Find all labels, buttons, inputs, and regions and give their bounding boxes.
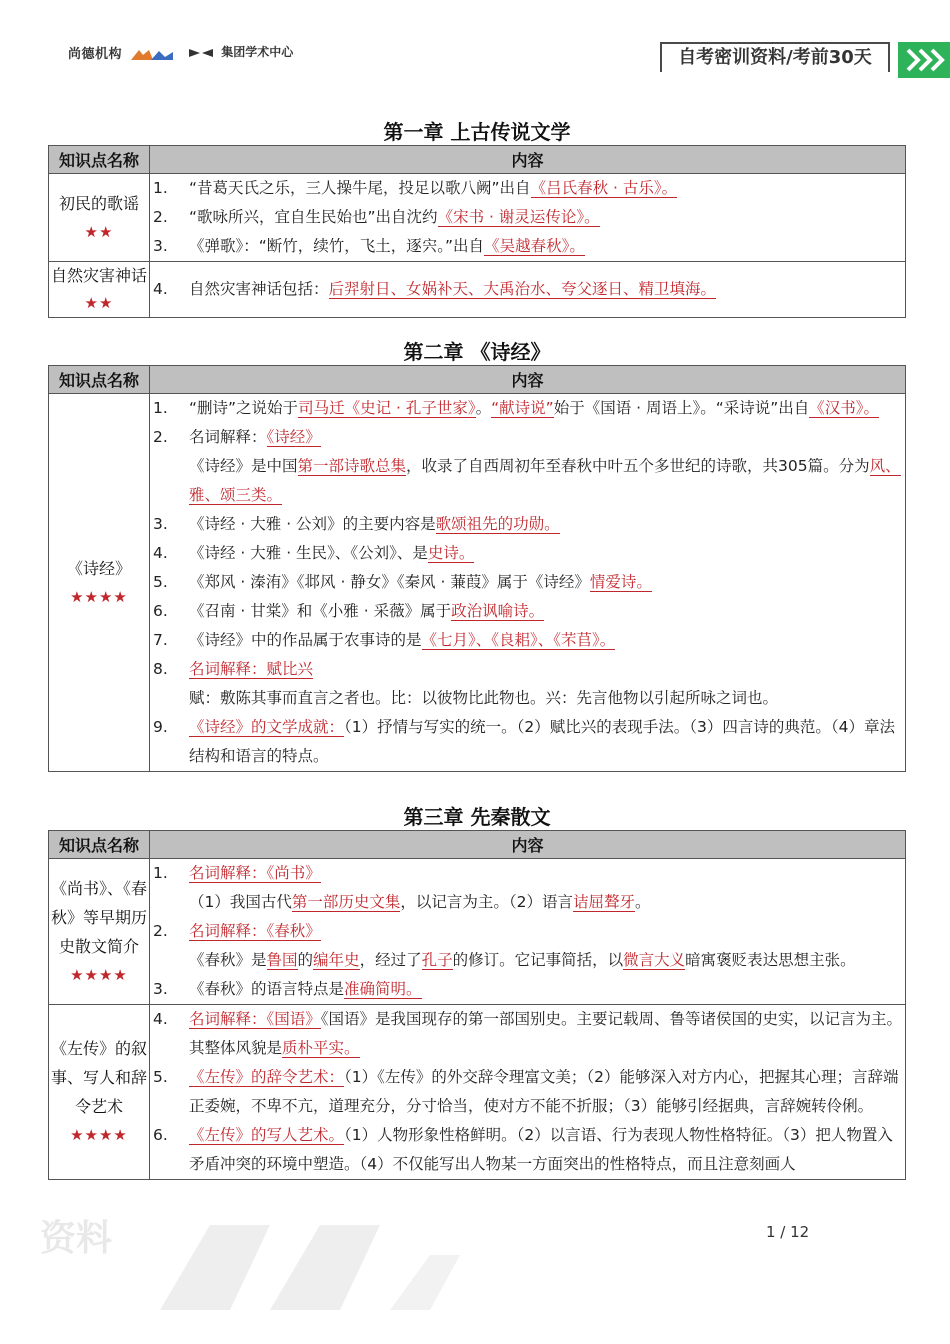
text-segment: 《诗经》是中国 <box>189 457 298 475</box>
academic-center-logo <box>188 43 293 60</box>
list-item <box>150 917 905 975</box>
text-segment: 《诗经 · 大雅 · 生民》、《公刘》、是 <box>189 544 428 562</box>
text-segment: 。 <box>475 399 492 417</box>
key-point: 风、雅、颂 <box>189 457 901 504</box>
key-point: 司马迁《史记 · 孔子世家》 <box>298 399 476 417</box>
watermark-text: 资料 <box>40 1218 113 1259</box>
key-point: 名词解释：《春秋》 <box>189 922 321 940</box>
item-text <box>189 713 905 771</box>
text-segment: 《春秋》的语言特点是 <box>189 980 345 998</box>
importance-stars: ★★ <box>84 294 114 312</box>
list-item <box>150 1121 905 1179</box>
item-text <box>189 1063 905 1121</box>
key-point: 歌颂祖先的功勋。 <box>435 515 560 533</box>
key-point: 第一部诗歌总集 <box>297 457 407 475</box>
item-number: 2. <box>153 428 168 446</box>
text-segment: ，以记言为主。（2）语言 <box>400 893 574 911</box>
table-row <box>49 262 906 318</box>
list-item <box>150 394 905 423</box>
text-segment: ，经过了 <box>359 951 422 969</box>
topic-name: 《诗经》 <box>66 558 131 578</box>
text-segment: 《郑风 · 溱洧》《邶风 · 静女》《秦风 · 蒹葭》属于《诗经》 <box>189 573 590 591</box>
item-number: 5. <box>153 1068 168 1086</box>
item-number: 8. <box>153 660 168 678</box>
list-item <box>150 597 905 626</box>
page-header <box>0 0 950 95</box>
item-number: 5. <box>153 573 168 591</box>
item-text <box>189 917 905 975</box>
content-cell <box>150 859 906 1005</box>
topic-cell <box>49 262 150 318</box>
brand-logo-icon <box>129 49 175 61</box>
item-text <box>189 1005 905 1063</box>
chapter-title: 第三章 先秦散文 <box>403 805 551 829</box>
list-item <box>150 568 905 597</box>
col-header-content: 内容 <box>150 366 906 394</box>
item-number: 9. <box>153 718 168 736</box>
item-text <box>189 597 905 626</box>
item-number: 4. <box>153 544 168 562</box>
table-header-row <box>49 831 906 859</box>
chapter-title: 第一章 上古传说文学 <box>383 120 571 144</box>
text-segment: 暗寓褒贬表达思想主张。 <box>685 951 856 969</box>
key-point: 情爱诗。 <box>589 573 652 591</box>
item-text <box>189 975 905 1004</box>
list-item <box>150 510 905 539</box>
banner-arrows-icon <box>898 42 950 78</box>
col-header-name: 知识点名称 <box>49 831 150 859</box>
key-point: 《诗经》的文学成就： <box>189 718 345 736</box>
text-segment: （1）《左传》的外交辞令理富文美；（2）能够深入对方内心，把握其心理；言辞端正委婉，不卑不亢，道理充分，分寸恰当，使对方不能不折服；（3）能够引经据典，言辞婉转伶俐。 <box>189 1068 899 1115</box>
table-header-row <box>49 146 906 174</box>
importance-stars: ★★★★ <box>70 965 128 984</box>
item-number: 2. <box>153 208 168 226</box>
list-item <box>150 713 905 771</box>
topic-name: 《尚书》、《春秋》等早期历史散文简介 <box>50 878 147 956</box>
text-segment: “歌咏所兴，宜自生民始也”出自沈约 <box>189 208 438 226</box>
text-segment: 。 <box>635 893 651 911</box>
content-cell <box>150 1005 906 1180</box>
key-point: 准确简明。 <box>344 980 422 998</box>
key-point: 诘屈聱牙 <box>573 893 636 911</box>
topic-name: 《左传》的叙事、写人和辞令艺术 <box>50 1039 147 1116</box>
text-segment: 的 <box>297 951 314 969</box>
table-row <box>49 859 906 1005</box>
key-point: 《吴越春秋》。 <box>484 237 585 255</box>
item-text <box>189 510 905 539</box>
text-segment: 始于《国语 · 周语上》。“采诗说”出自 <box>553 399 810 417</box>
item-number: 1. <box>153 399 168 417</box>
topic-name: 自然灾害神话 <box>50 266 147 285</box>
item-number: 6. <box>153 602 168 620</box>
text-segment: 的修订。它记事简括，以 <box>452 951 624 969</box>
topic-cell <box>49 859 150 1005</box>
item-text <box>189 275 905 304</box>
topic-name: 初民的歌谣 <box>58 193 139 213</box>
text-segment: ，收录了自西周初年至春秋中叶五个多世纪的诗歌，共305篇。分为 <box>406 457 870 475</box>
key-point: 鲁国 <box>266 951 298 969</box>
content-cell <box>150 394 906 772</box>
key-point: 微言大义 <box>623 951 686 969</box>
col-header-content: 内容 <box>150 146 906 174</box>
table-row <box>49 1005 906 1180</box>
text-segment: 赋：敷陈其事而直言之者也。比：以彼物比此物也。兴：先言他物以引起所咏之词也。 <box>189 689 779 707</box>
wings-icon <box>188 47 214 59</box>
col-header-name: 知识点名称 <box>49 146 150 174</box>
content-cell <box>150 262 906 318</box>
text-segment: “昔葛天氏之乐，三人操牛尾，投足以歌八阙”出自 <box>189 179 531 197</box>
watermark-shape <box>100 1215 520 1315</box>
exam-banner: 自考密训资料/考前30天 <box>660 42 890 72</box>
item-number: 3. <box>153 515 168 533</box>
item-number: 7. <box>153 631 168 649</box>
key-point: 三类。 <box>235 486 283 504</box>
importance-stars: ★★★★ <box>70 587 128 606</box>
item-number: 3. <box>153 980 168 998</box>
list-item <box>150 626 905 655</box>
item-text <box>189 626 905 655</box>
knowledge-table <box>48 365 906 772</box>
list-item <box>150 203 905 232</box>
item-number: 4. <box>153 1010 168 1028</box>
list-item <box>150 539 905 568</box>
knowledge-table <box>48 145 906 318</box>
text-segment: （1）人物形象性格鲜明。（2）以言语、行为表现人物性格特征。（3）把人物置入矛盾冲突的环境中塑造。（4）不仅能写出人物某一方面突出的性格特点，而且注意刻画人 <box>189 1126 893 1173</box>
topic-cell <box>49 174 150 262</box>
importance-stars: ★★★★ <box>70 1126 128 1144</box>
key-point: “献诗说” <box>491 399 554 417</box>
knowledge-table <box>48 830 906 1180</box>
text-segment: 《诗经》中的作品属于农事诗的是 <box>189 631 422 649</box>
col-header-content: 内容 <box>150 831 906 859</box>
list-item <box>150 975 905 1004</box>
brand-logo-text: 尚德机构 <box>68 47 123 62</box>
key-point: 第一部历史文集 <box>291 893 401 911</box>
text-segment: 名词解释： <box>189 428 267 446</box>
item-number: 3. <box>153 237 168 255</box>
text-segment: 《诗经 · 大雅 · 公刘》的主要内容是 <box>189 515 436 533</box>
key-point: 后羿射日、女娲补天、大禹治水、夸父逐日、精卫填海。 <box>328 280 717 298</box>
text-segment: （1）抒情与写实的统一。（2）赋比兴的表现手法。（3）四言诗的典范。（4）章法结构和语言的特点。 <box>189 718 895 765</box>
topic-cell <box>49 1005 150 1180</box>
item-text <box>189 1121 905 1179</box>
item-number: 6. <box>153 1126 168 1144</box>
key-point: 名词解释：《尚书》 <box>189 864 321 882</box>
key-point: 名词解释：《国语》 <box>189 1010 321 1028</box>
key-point: 《汉书》。 <box>809 399 880 417</box>
content-cell <box>150 174 906 262</box>
list-item <box>150 232 905 261</box>
item-text <box>189 655 905 713</box>
key-point: 《诗经》 <box>266 428 321 446</box>
col-header-name: 知识点名称 <box>49 366 150 394</box>
key-point: 《左传》的辞令艺术： <box>189 1068 345 1086</box>
page-number: 1 / 12 <box>766 1223 810 1241</box>
list-item <box>150 174 905 203</box>
key-point: 《七月》、《良耜》、《芣苢》。 <box>421 631 616 649</box>
item-text <box>189 394 905 423</box>
key-point: 质朴平实。 <box>282 1039 360 1057</box>
text-segment: 《国语》是我国现存的第一部国别史。主要记载周、鲁等诸侯国的史实，以记言为主。其整体风貌是 <box>189 1010 903 1057</box>
text-segment: 《弹歌》：“断竹，续竹，飞土，逐宍。”出自 <box>189 237 485 255</box>
list-item <box>150 423 905 510</box>
item-text <box>189 539 905 568</box>
table-row <box>49 394 906 772</box>
text-segment: 《召南 · 甘棠》和《小雅 · 采薇》属于 <box>189 602 452 620</box>
key-point: 史诗。 <box>427 544 475 562</box>
brand-logo <box>68 43 175 62</box>
list-item <box>150 1005 905 1063</box>
item-text <box>189 174 905 203</box>
item-number: 1. <box>153 179 168 197</box>
item-number: 4. <box>153 280 168 298</box>
text-segment: 自然灾害神话包括： <box>189 280 329 298</box>
item-number: 1. <box>153 864 168 882</box>
key-point: 政治讽喻诗。 <box>451 602 545 620</box>
importance-stars: ★★ <box>84 222 114 241</box>
item-text <box>189 232 905 261</box>
table-row <box>49 174 906 262</box>
item-text <box>189 423 905 510</box>
text-segment: 《春秋》是 <box>189 951 267 969</box>
key-point: 孔子 <box>421 951 453 969</box>
key-point: 《宋书 · 谢灵运传论》。 <box>437 208 600 226</box>
list-item <box>150 275 905 304</box>
topic-cell <box>49 394 150 772</box>
table-header-row <box>49 366 906 394</box>
key-point: 《左传》的写人艺术。 <box>189 1126 345 1144</box>
list-item <box>150 1063 905 1121</box>
list-item <box>150 859 905 917</box>
key-point: 编年史 <box>313 951 360 969</box>
item-text <box>189 859 905 917</box>
academic-center-text: 集团学术中心 <box>221 45 294 59</box>
item-number: 2. <box>153 922 168 940</box>
text-segment: “删诗”之说始于 <box>189 399 299 417</box>
item-text <box>189 568 905 597</box>
key-point: 名词解释：赋比兴 <box>189 660 314 678</box>
item-text <box>189 203 905 232</box>
chapter-title: 第二章 《诗经》 <box>403 340 551 364</box>
list-item <box>150 655 905 713</box>
text-segment: （1）我国古代 <box>189 893 292 911</box>
key-point: 《吕氏春秋 · 古乐》。 <box>530 179 678 197</box>
